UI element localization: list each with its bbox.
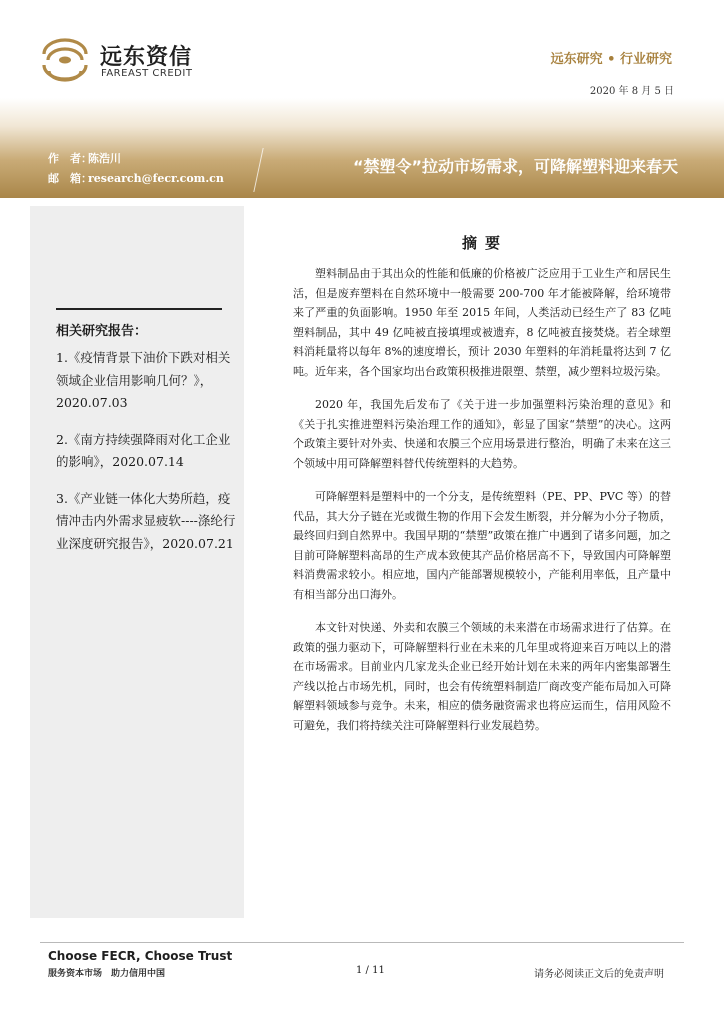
report-title: “禁塑令”拉动市场需求，可降解塑料迎来春天 (352, 157, 678, 176)
related-report-item[interactable]: 2.《南方持续强降雨对化工企业的影响》，2020.07.14 (56, 431, 231, 469)
abstract-paragraph: 塑料制品由于其出众的性能和低廉的价格被广泛应用于工业生产和居民生活，但是废弃塑料在自然环境中一般需要 200-700 年才能被降解，给环境带来了严重的负面影响。1950 年至 2015 年间，人类活动已经生产了 83 亿吨塑料制品，其中 49 亿吨被直接填埋或被遗弃，8 亿吨被直接焚烧。若全球塑料消耗量将以每年 8%的速度增长，预计 2030 年塑料的年消耗量将达到 7 亿吨。近年来，各个国家均出台政策积极推进限塑、禁塑，减少塑料垃圾污染。 (293, 267, 671, 378)
page-number: 1 / 11 (356, 965, 385, 976)
email-label: 邮 箱： (48, 172, 92, 185)
author-name: 陈浩川 (88, 152, 121, 165)
abstract-paragraph: 本文针对快递、外卖和农膜三个领域的未来潜在市场需求进行了估算。在政策的强力驱动下，可降解塑料行业在未来的几年里或将迎来百万吨以上的潜在市场需求。目前业内几家龙头企业已经开始计划在未来的两年内密集部署生产线以抢占市场先机，同时，也会有传统塑料制造厂商改变产能布局加入可降解塑料领域参与竞争。未来，相应的债务融资需求也将应运而生，信用风险不可避免，我们将持续关注可降解塑料行业发展趋势。 (293, 621, 671, 732)
sidebar-divider (56, 308, 222, 310)
logo-text-en: FAREAST CREDIT (101, 68, 193, 79)
footer-disclaimer: 请务必阅读正文后的免责声明 (534, 969, 664, 980)
related-report-item[interactable]: 3.《产业链一体化大势所趋，疫情冲击内外需求显疲软----涤纶行业深度研究报告》，2020.07.21 (56, 490, 236, 551)
author-label: 作 者： (48, 152, 92, 165)
report-date: 2020 年 8 月 5 日 (589, 86, 674, 97)
abstract-paragraph: 2020 年，我国先后发布了《关于进一步加强塑料污染治理的意见》和《关于扎实推进塑料污染治理工作的通知》，彰显了国家“禁塑”的决心。这两个政策主要针对外卖、快递和农膜三个应用场景进行整治，明确了未来在这三个领域中用可降解塑料替代传统塑料的大趋势。 (293, 398, 671, 470)
related-reports-title: 相关研究报告： (56, 324, 148, 339)
footer-divider (40, 942, 684, 943)
related-report-item[interactable]: 1.《疫情背景下油价下跌对相关领域企业信用影响几何？》，2020.07.03 (56, 350, 231, 410)
abstract-paragraph: 可降解塑料是塑料中的一个分支，是传统塑料（PE、PP、PVC 等）的替代品，其大分子链在光或微生物的作用下会发生断裂，并分解为小分子物质，最终回归到自然界中。我国早期的“禁塑”政策在推广中遇到了诸多问题，加之目前可降解塑料高昂的生产成本致使其产品价格居高不下，导致国内可降解塑料消费需求较小。相应地，国内产能部署规模较小，产能利用率低，且产量中有相当部分出口海外。 (293, 490, 671, 601)
footer-slogan-en: Choose FECR, Choose Trust (48, 949, 233, 963)
email-line (48, 170, 224, 186)
logo-text-cn: 远东资信 (100, 45, 193, 70)
abstract-body (293, 264, 671, 749)
footer-slogan-cn: 服务资本市场 助力信用中国 (48, 969, 166, 979)
related-reports-list (56, 347, 236, 569)
abstract-title: 摘要 (462, 234, 509, 252)
author-line (48, 150, 121, 166)
report-series: 远东研究 • 行业研究 (550, 52, 672, 67)
email-address[interactable]: research@fecr.com.cn (88, 172, 224, 185)
logo-emblem-icon (40, 36, 90, 82)
